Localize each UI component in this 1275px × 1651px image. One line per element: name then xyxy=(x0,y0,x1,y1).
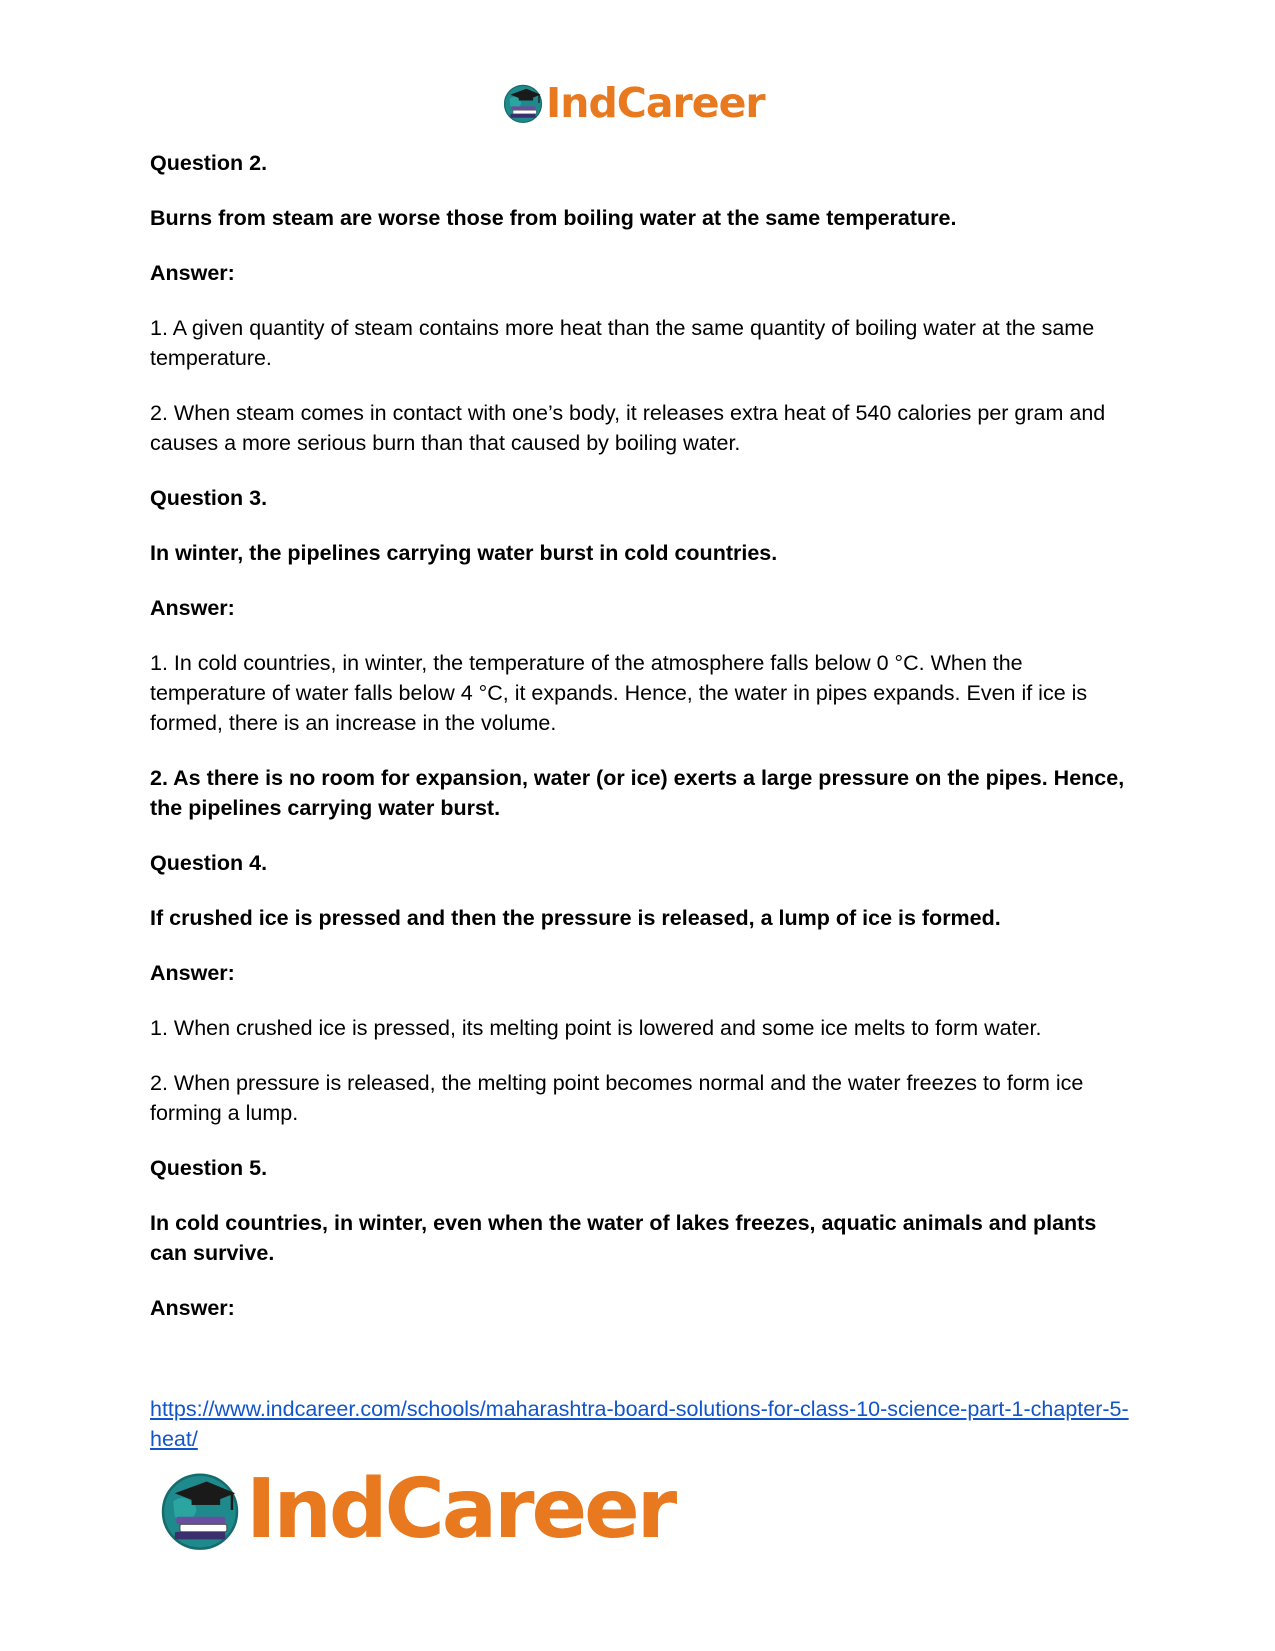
paragraph: Answer: xyxy=(150,261,235,285)
paragraph: 2. When steam comes in contact with one’s body, it releases extra heat of 540 calories per gram and causes a more serious burn than that caused by boiling water. xyxy=(150,401,1106,455)
logo-wordmark: IndCareer xyxy=(246,1462,675,1557)
paragraph: Question 4. xyxy=(150,851,268,875)
paragraph: 2. When pressure is released, the melting point becomes normal and the water freezes to form ice forming a lump. xyxy=(150,1071,1084,1125)
paragraph: 1. When crushed ice is pressed, its melting point is lowered and some ice melts to form water. xyxy=(150,1016,1042,1040)
paragraph: Burns from steam are worse those from boiling water at the same temperature. xyxy=(150,206,957,230)
paragraph: In winter, the pipelines carrying water burst in cold countries. xyxy=(150,541,778,565)
paragraph: If crushed ice is pressed and then the pressure is released, a lump of ice is formed. xyxy=(150,906,1001,930)
paragraph: 2. As there is no room for expansion, water (or ice) exerts a large pressure on the pipes. Hence, the pipelines carrying water burst. xyxy=(150,766,1125,820)
paragraph: Answer: xyxy=(150,1296,235,1320)
paragraph: Answer: xyxy=(150,596,235,620)
logo-wordmark: IndCareer xyxy=(546,79,765,127)
source-url-link[interactable]: https://www.indcareer.com/schools/maharashtra-board-solutions-for-class-10-science-part-1-chapter-5-heat/ xyxy=(150,1397,1129,1451)
paragraph: Question 5. xyxy=(150,1156,268,1180)
paragraph: 1. In cold countries, in winter, the temperature of the atmosphere falls below 0 °C. When the temperature of water falls below 4 °C, it expands. Hence, the water in pipes expands. Even if ice is formed, there is an increase in the volume. xyxy=(150,651,1088,735)
paragraph: In cold countries, in winter, even when the water of lakes freezes, aquatic animals and plants can survive. xyxy=(150,1211,1097,1265)
header-logo xyxy=(502,78,765,128)
document-body xyxy=(150,148,1135,1348)
paragraph: Question 2. xyxy=(150,151,268,175)
globe-cap-books-icon xyxy=(502,82,544,124)
paragraph: Question 3. xyxy=(150,486,268,510)
footer-logo xyxy=(158,1462,674,1558)
globe-cap-books-icon xyxy=(158,1468,242,1552)
paragraph: 1. A given quantity of steam contains more heat than the same quantity of boiling water at the same temperature. xyxy=(150,316,1095,370)
paragraph: Answer: xyxy=(150,961,235,985)
